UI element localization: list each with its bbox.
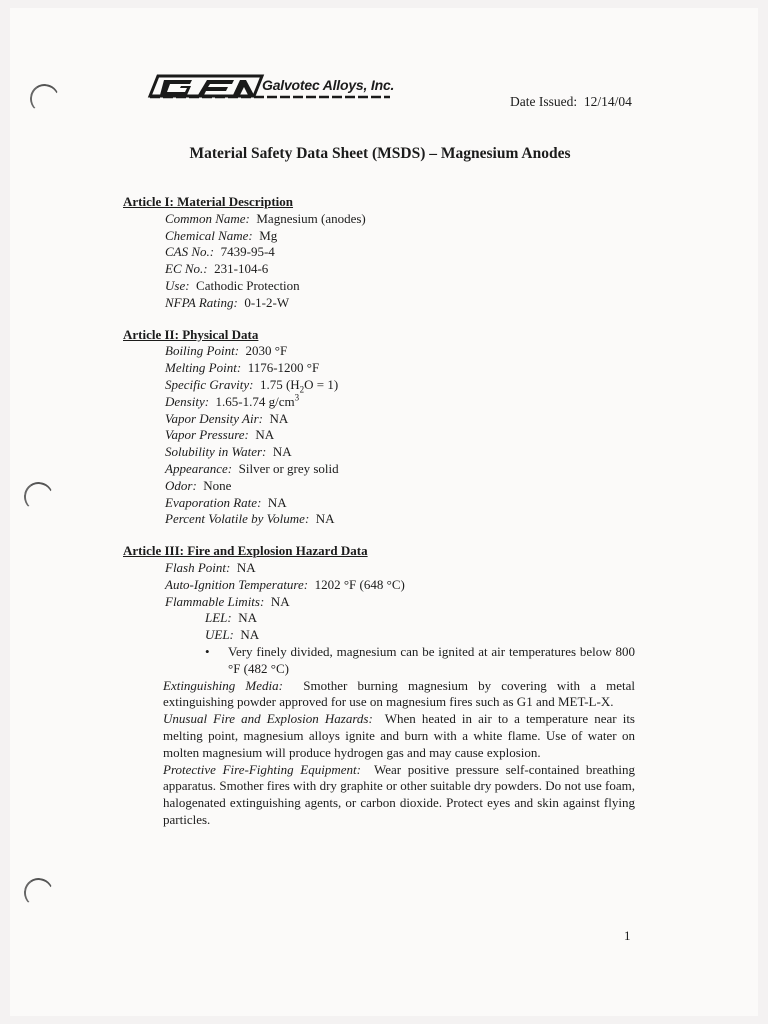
document-body	[123, 194, 635, 829]
evaporation-rate-field: Evaporation Rate: NA	[165, 494, 287, 510]
protective-equipment-field: Protective Fire-Fighting Equipment: Wear positive pressure self-contained breathing apparatus. Smother fires with dry graphite or other suitable dry powders. Do not use foam, halogenated extinguishing agents, or carbon dioxide. Protect eyes and skin against flying particles.	[163, 761, 635, 827]
flammable-limits-field: Flammable Limits: NA	[165, 593, 290, 609]
specific-gravity-field: Specific Gravity: 1.75 $(H_2O = 1)$	[165, 376, 339, 395]
extinguishing-media-field: Extinguishing Media: Smother burning magnesium by covering with a metal extinguishing powder approved for use on magnesium fires such as G1 and MET-L-X.	[163, 677, 635, 710]
common-name-field: Common Name: Magnesium (anodes)	[165, 210, 366, 226]
boiling-point-field: Boiling Point: 2030 °F	[165, 343, 288, 359]
solubility-field: Solubility in Water: NA	[165, 444, 292, 460]
uel-field: UEL: NA	[205, 627, 260, 643]
lel-field: LEL: NA	[205, 610, 258, 626]
flash-point-field: Flash Point: NA	[165, 559, 256, 575]
vapor-density-field: Vapor Density Air: NA	[165, 410, 289, 426]
melting-point-field: Melting Point: 1176-1200 °F	[165, 360, 320, 376]
percent-volatile-field: Percent Volatile by Volume: NA	[165, 511, 335, 527]
odor-field: Odor: None	[165, 477, 232, 493]
company-name: Galvotec Alloys, Inc.	[262, 77, 395, 93]
ec-number-field: EC No.: 231-104-6	[165, 261, 269, 277]
date-issued	[510, 94, 632, 110]
article-2-heading: Article II: Physical Data	[123, 326, 259, 342]
document-title: Material Safety Data Sheet (MSDS) – Magnesium Anodes	[189, 145, 571, 162]
unusual-hazards-field: Unusual Fire and Explosion Hazards: When heated in air to a temperature near its melting point, magnesium alloys ignite and burn with a white flame. Use of water on molten magnesium will produce hydrogen gas and may cause explosion.	[163, 711, 635, 760]
vapor-pressure-field: Vapor Pressure: NA	[165, 427, 275, 443]
density-field: Density: 1.65-1.74 $g/cm^3$	[165, 392, 300, 409]
chemical-name-field: Chemical Name: Mg	[165, 227, 278, 243]
appearance-field: Appearance: Silver or grey solid	[165, 460, 339, 476]
page-number: 1	[624, 928, 631, 943]
auto-ignition-field: Auto-Ignition Temperature: 1202 °F (648 °C)	[165, 576, 405, 592]
use-field: Use: Cathodic Protection	[165, 277, 300, 293]
ignition-bullet: • Very finely divided, magnesium can be ignited at air temperatures below 800 °F (482 °C)	[205, 643, 635, 676]
date-label: Date Issued:	[510, 94, 578, 109]
bullet-icon: •	[205, 643, 210, 659]
article-3-heading: Article III: Fire and Explosion Hazard Data	[123, 543, 368, 559]
nfpa-rating-field: NFPA Rating: 0-1-2-W	[165, 294, 290, 310]
date-value: 12/14/04	[583, 94, 632, 109]
cas-number-field: CAS No.: 7439-95-4	[165, 244, 275, 260]
article-1-heading: Article I: Material Description	[123, 194, 294, 209]
